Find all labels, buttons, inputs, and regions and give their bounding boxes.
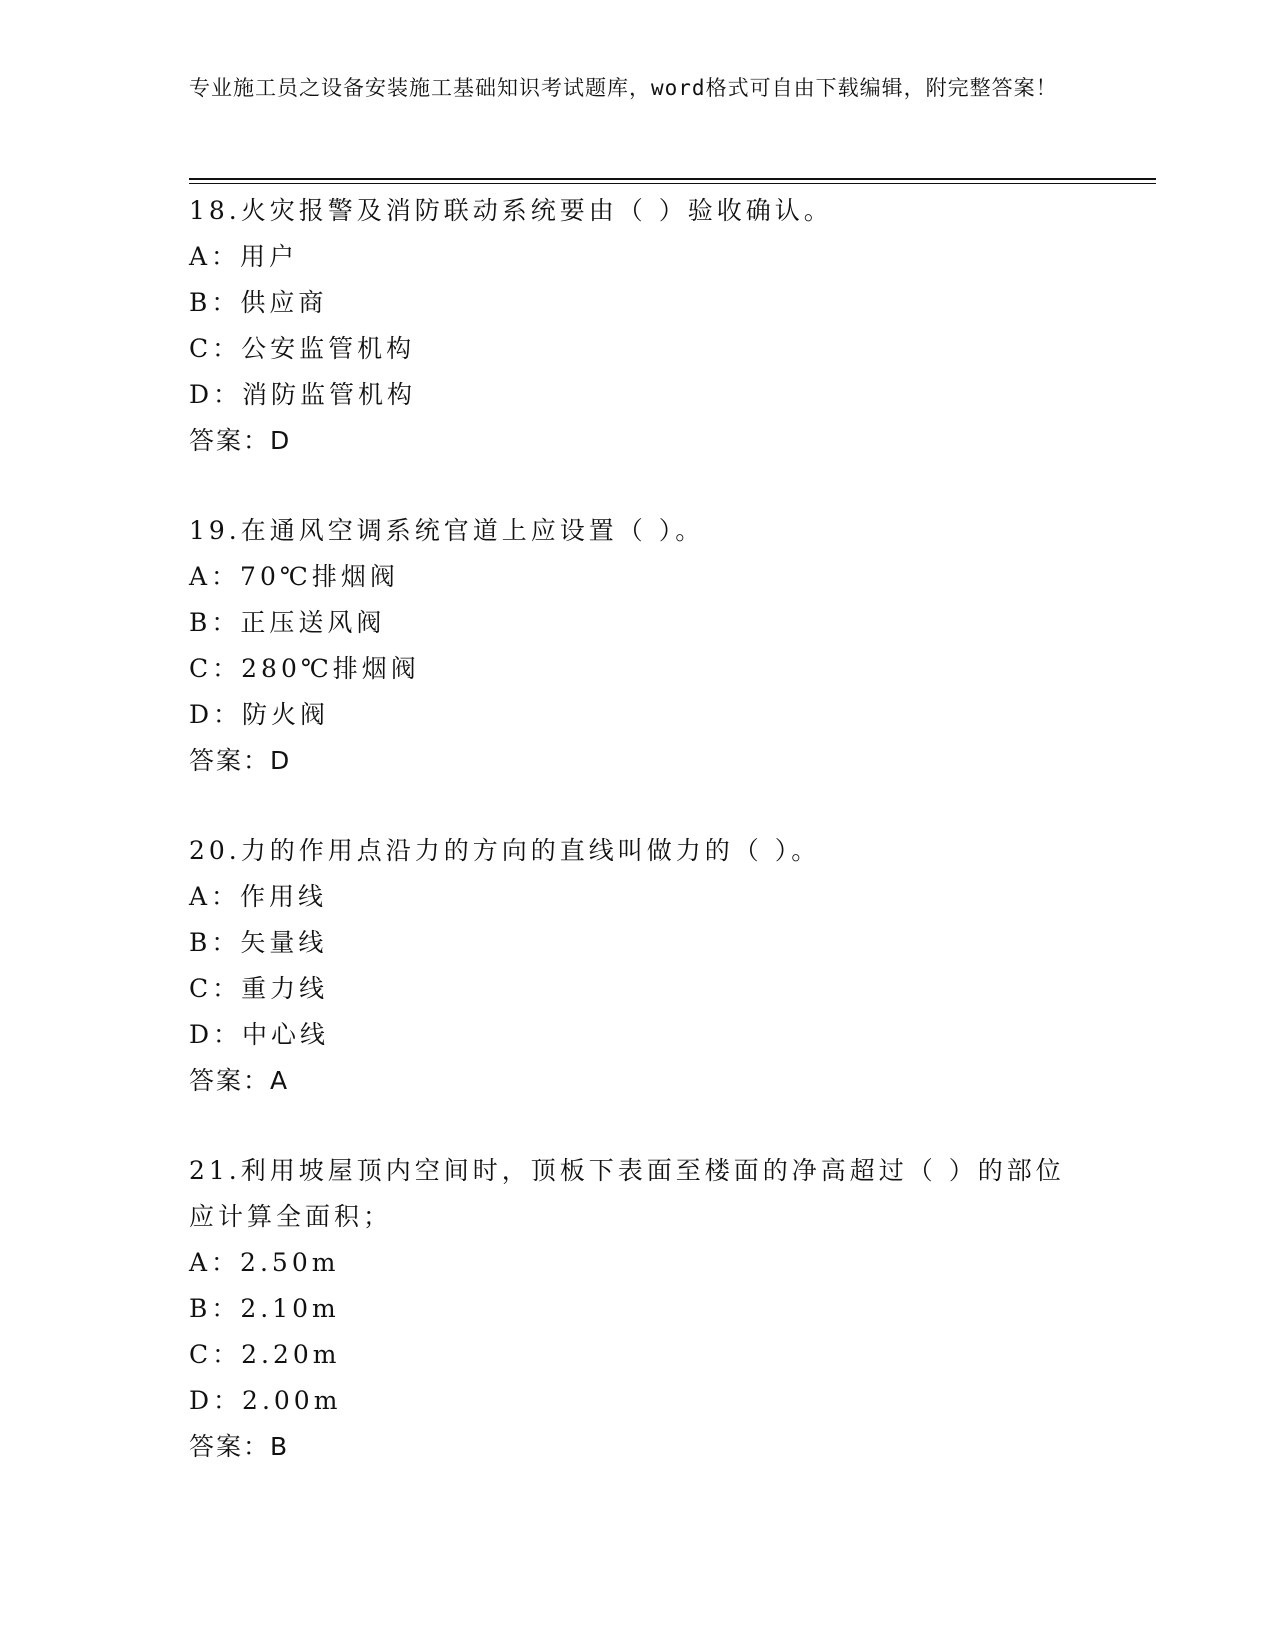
header-divider-thick bbox=[189, 178, 1156, 180]
question-stem: 18.火灾报警及消防联动系统要由（ ）验收确认。 bbox=[189, 196, 833, 225]
question-list bbox=[189, 188, 1069, 1468]
document-header: 专业施工员之设备安装施工基础知识考试题库，word格式可自由下载编辑，附完整答案！ bbox=[189, 76, 1058, 100]
option-a: A：作用线 bbox=[189, 882, 328, 911]
answer-label: 答案：B bbox=[189, 1432, 290, 1461]
answer-label: 答案：A bbox=[189, 1066, 290, 1095]
option-c: C：2.20m bbox=[189, 1340, 341, 1369]
option-d: D：中心线 bbox=[189, 1020, 330, 1049]
header-divider-thin bbox=[189, 183, 1156, 184]
option-c: C：公安监管机构 bbox=[189, 334, 416, 363]
option-b: B：供应商 bbox=[189, 288, 328, 317]
option-a: A：2.50m bbox=[189, 1248, 340, 1277]
option-d: D：2.00m bbox=[189, 1386, 342, 1415]
question-18 bbox=[189, 188, 1069, 508]
option-c: C：重力线 bbox=[189, 974, 329, 1003]
option-b: B：2.10m bbox=[189, 1294, 340, 1323]
answer-label: 答案：D bbox=[189, 746, 292, 775]
option-b: B：矢量线 bbox=[189, 928, 328, 957]
question-stem: 20.力的作用点沿力的方向的直线叫做力的（ ）。 bbox=[189, 836, 821, 865]
option-d: D：防火阀 bbox=[189, 700, 330, 729]
option-a: A：用户 bbox=[189, 242, 299, 271]
answer-label: 答案：D bbox=[189, 426, 292, 455]
option-c: C：280℃排烟阀 bbox=[189, 654, 420, 683]
question-20 bbox=[189, 828, 1069, 1148]
option-a: A：70℃排烟阀 bbox=[189, 562, 399, 591]
option-d: D：消防监管机构 bbox=[189, 380, 417, 409]
question-stem: 21.利用坡屋顶内空间时，顶板下表面至楼面的净高超过（ ）的部位应计算全面积； bbox=[189, 1156, 1065, 1231]
question-stem: 19.在通风空调系统官道上应设置（ ）。 bbox=[189, 516, 705, 545]
option-b: B：正压送风阀 bbox=[189, 608, 386, 637]
question-21 bbox=[189, 1148, 1069, 1468]
question-19 bbox=[189, 508, 1069, 828]
